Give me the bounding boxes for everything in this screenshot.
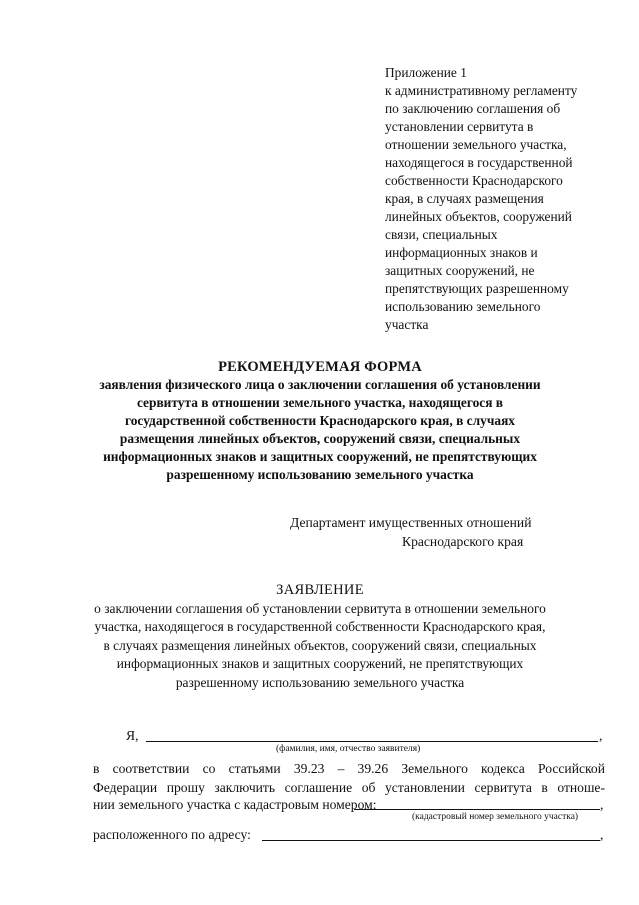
recommended-form-line: информационных знаков и защитных сооружений, не препятствующих <box>103 449 537 464</box>
address-field-comma: , <box>600 827 604 842</box>
statement-heading <box>40 581 600 692</box>
cadastral-number-field[interactable] <box>354 809 600 810</box>
recommended-form-heading <box>40 358 600 484</box>
appendix-line: связи, специальных <box>385 227 498 242</box>
body-text-line: Федерации прошу заключить соглашение об установлении сервитута в отноше- <box>93 780 605 795</box>
appendix-line: находящегося в государственной <box>385 155 573 170</box>
recommended-form-line: сервитута в отношении земельного участка, находящегося в <box>136 395 504 410</box>
cadastral-field-comma: , <box>600 797 604 812</box>
body-text-line: в соответствии со статьями 39.23 – 39.26 Земельного кодекса Российской <box>93 761 605 776</box>
statement-line: разрешенному использованию земельного участка <box>175 674 465 690</box>
statement-line: о заключении соглашения об установлении сервитута в отношении земельного <box>94 600 546 616</box>
recommended-form-title: РЕКОМЕНДУЕМАЯ ФОРМА <box>218 359 422 375</box>
recommended-form-line: заявления физического лица о заключении соглашения об установлении <box>99 377 541 392</box>
appendix-line: установлении сервитута в <box>385 119 534 134</box>
appendix-line: отношении земельного участка, <box>385 137 567 152</box>
body-text-line: нии земельного участка с кадастровым номером: <box>93 797 377 812</box>
addressee-line: Департамент имущественных отношений <box>290 515 532 530</box>
appendix-line: использованию земельного <box>385 299 541 314</box>
appendix-line: линейных объектов, сооружений <box>385 209 572 224</box>
name-field-hint: (фамилия, имя, отчество заявителя) <box>276 744 421 754</box>
appendix-line: края, в случаях размещения <box>385 191 544 206</box>
name-field[interactable] <box>146 741 598 742</box>
appendix-line: информационных знаков и <box>385 245 538 260</box>
appendix-line: участка <box>385 317 429 332</box>
appendix-line: по заключению соглашения об <box>385 101 561 116</box>
appendix-line: к административному регламенту <box>385 83 578 98</box>
appendix-block <box>385 64 625 334</box>
addressee-block <box>290 513 630 551</box>
recommended-form-line: разрешенному использованию земельного участка <box>166 467 474 482</box>
statement-line: информационных знаков и защитных сооружений, не препятствующих <box>116 656 524 671</box>
statement-line: в случаях размещения линейных объектов, сооружений связи, специальных <box>103 637 537 653</box>
statement-title: ЗАЯВЛЕНИЕ <box>276 582 364 598</box>
name-field-comma: , <box>599 728 603 743</box>
appendix-line: Приложение 1 <box>385 65 467 80</box>
recommended-form-line: государственной собственности Краснодарского края, в случаях <box>124 413 516 428</box>
address-field[interactable] <box>262 840 600 841</box>
appendix-line: препятствующих разрешенному <box>385 281 569 296</box>
cadastral-field-hint: (кадастровый номер земельного участка) <box>412 812 579 822</box>
recommended-form-line: размещения линейных объектов, сооружений связи, специальных <box>119 431 521 446</box>
appendix-line: собственности Краснодарского <box>385 173 563 188</box>
address-label: расположенного по адресу: <box>93 827 251 842</box>
statement-line: участка, находящегося в государственной собственности Краснодарского края, <box>94 619 546 634</box>
appendix-line: защитных сооружений, не <box>385 263 535 278</box>
addressee-line: Краснодарского края <box>402 534 524 549</box>
i-label: Я, <box>126 728 139 743</box>
